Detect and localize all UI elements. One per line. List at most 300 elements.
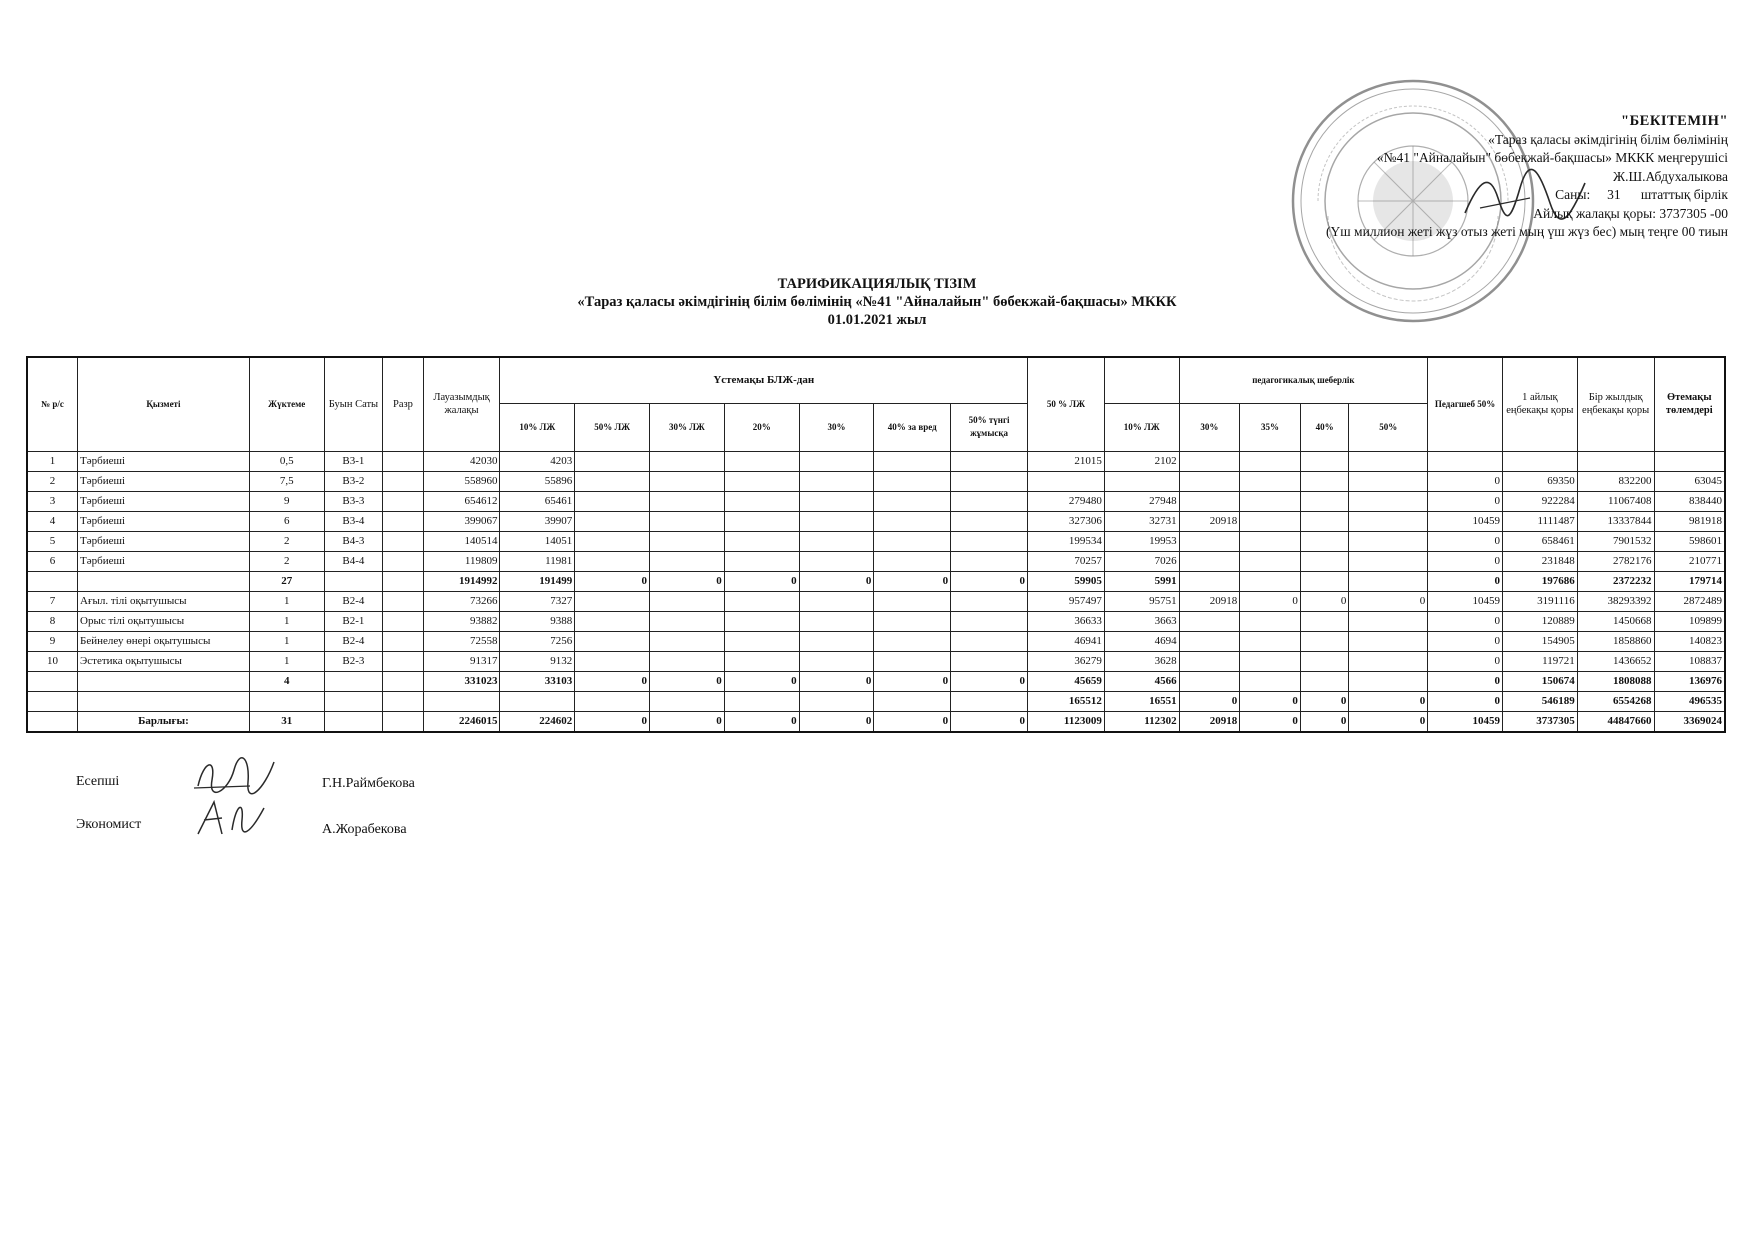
cell-s30 [1179, 611, 1240, 631]
cell-s30 [1179, 491, 1240, 511]
cell-b10: 11981 [500, 551, 575, 571]
cell-s35 [1240, 611, 1301, 631]
cell-salary: 654612 [423, 491, 500, 511]
cell-b10: 7256 [500, 631, 575, 651]
cell-year: 832200 [1577, 471, 1654, 491]
cell-b50n [951, 491, 1028, 511]
economist-signature [192, 794, 272, 840]
cell-year: 13337844 [1577, 511, 1654, 531]
cell-b30 [650, 471, 725, 491]
cell-no [27, 711, 78, 732]
cell-s30: 0 [1179, 691, 1240, 711]
cell-pos: Тәрбиеші [78, 471, 250, 491]
table-row [27, 491, 1725, 511]
cell-comp: 2872489 [1654, 591, 1725, 611]
cell-b50n [951, 471, 1028, 491]
cell-b40 [874, 531, 951, 551]
cell-b20 [724, 451, 799, 471]
cell-no: 10 [27, 651, 78, 671]
cell-b20 [724, 551, 799, 571]
cell-s40 [1300, 611, 1349, 631]
cell-b20 [724, 491, 799, 511]
cell-b10: 224602 [500, 711, 575, 732]
cell-load: 4 [249, 671, 324, 691]
cell-b40 [874, 511, 951, 531]
cell-b50 [575, 471, 650, 491]
approval-block [1168, 112, 1728, 242]
cell-s35 [1240, 571, 1301, 591]
approval-head-name: Ж.Ш.Абдухалыкова [1613, 168, 1728, 184]
cell-b30b [799, 611, 874, 631]
cell-load: 6 [249, 511, 324, 531]
cell-comp: 136976 [1654, 671, 1725, 691]
cell-b30 [650, 591, 725, 611]
cell-b40 [874, 491, 951, 511]
cell-b50n [951, 451, 1028, 471]
cell-half: 1123009 [1028, 711, 1105, 732]
cell-s50 [1349, 531, 1428, 551]
table-row [27, 531, 1725, 551]
cell-s40 [1300, 651, 1349, 671]
cell-b10: 39907 [500, 511, 575, 531]
cell-s40: 0 [1300, 591, 1349, 611]
cell-no [27, 691, 78, 711]
cell-b30 [650, 611, 725, 631]
cell-b10: 191499 [500, 571, 575, 591]
cell-ped: 10459 [1428, 711, 1503, 732]
cell-year: 1808088 [1577, 671, 1654, 691]
cell-p10: 3663 [1104, 611, 1179, 631]
cell-year: 1450668 [1577, 611, 1654, 631]
header-no: № р/с [27, 357, 78, 451]
cell-half: 957497 [1028, 591, 1105, 611]
cell-half: 165512 [1028, 691, 1105, 711]
cell-month: 150674 [1502, 671, 1577, 691]
cell-b30b [799, 551, 874, 571]
cell-b10: 33103 [500, 671, 575, 691]
cell-b30b [799, 591, 874, 611]
cell-p10: 19953 [1104, 531, 1179, 551]
cell-b40 [874, 651, 951, 671]
cell-load: 1 [249, 631, 324, 651]
cell-half: 70257 [1028, 551, 1105, 571]
cell-no: 2 [27, 471, 78, 491]
cell-half: 199534 [1028, 531, 1105, 551]
title-main: ТАРИФИКАЦИЯЛЫҚ ТІЗІМ [777, 276, 977, 292]
cell-b50 [575, 491, 650, 511]
cell-load [249, 691, 324, 711]
cell-b40 [874, 631, 951, 651]
cell-s40 [1300, 451, 1349, 471]
cell-pos: Тәрбиеші [78, 531, 250, 551]
cell-rank [383, 671, 423, 691]
cell-rank [383, 591, 423, 611]
cell-salary: 73266 [423, 591, 500, 611]
cell-b30b [799, 651, 874, 671]
cell-year: 2782176 [1577, 551, 1654, 571]
cell-comp: 108837 [1654, 651, 1725, 671]
staff-value: 31 [1607, 187, 1621, 202]
table-row [27, 671, 1725, 691]
cell-s50 [1349, 611, 1428, 631]
cell-comp: 496535 [1654, 691, 1725, 711]
cell-ped: 0 [1428, 671, 1503, 691]
cell-s50 [1349, 631, 1428, 651]
document-title [0, 275, 1754, 329]
table-row [27, 451, 1725, 471]
cell-pos: Эстетика оқытушысы [78, 651, 250, 671]
cell-s40 [1300, 511, 1349, 531]
table-row [27, 631, 1725, 651]
cell-b50n: 0 [951, 671, 1028, 691]
approval-fund-line: Айлық жалақы қоры: 3737305 -00 [1533, 205, 1728, 221]
cell-b50n: 0 [951, 711, 1028, 732]
cell-s30 [1179, 451, 1240, 471]
cell-b10: 9132 [500, 651, 575, 671]
cell-b10: 4203 [500, 451, 575, 471]
cell-salary: 93882 [423, 611, 500, 631]
cell-s35 [1240, 491, 1301, 511]
cell-rank [383, 491, 423, 511]
cell-ped: 10459 [1428, 511, 1503, 531]
economist-role: Экономист [76, 817, 142, 832]
cell-b40 [874, 691, 951, 711]
cell-s40 [1300, 571, 1349, 591]
header-pedagog: Педагшеб 50% [1428, 357, 1503, 451]
cell-b20: 0 [724, 571, 799, 591]
cell-b30 [650, 491, 725, 511]
cell-grade [324, 571, 383, 591]
cell-s40 [1300, 631, 1349, 651]
table-row [27, 471, 1725, 491]
cell-s40 [1300, 671, 1349, 691]
cell-year [1577, 451, 1654, 471]
header-position: Қызметі [78, 357, 250, 451]
table-row [27, 711, 1725, 732]
cell-rank [383, 611, 423, 631]
cell-b30: 0 [650, 571, 725, 591]
cell-b20: 0 [724, 711, 799, 732]
cell-comp: 598601 [1654, 531, 1725, 551]
cell-pos [78, 671, 250, 691]
cell-year: 2372232 [1577, 571, 1654, 591]
cell-grade [324, 711, 383, 732]
cell-b30 [650, 511, 725, 531]
cell-b10: 7327 [500, 591, 575, 611]
cell-grade: В2-4 [324, 631, 383, 651]
cell-s40: 0 [1300, 711, 1349, 732]
header-compensation: Өтемақы төлемдері [1654, 357, 1725, 451]
cell-s30 [1179, 571, 1240, 591]
approval-org-line: «Тараз қаласы әкімдігінің білім бөлімінің [1488, 131, 1728, 147]
cell-b20 [724, 651, 799, 671]
table-row [27, 591, 1725, 611]
cell-year: 6554268 [1577, 691, 1654, 711]
cell-pos: Тәрбиеші [78, 451, 250, 471]
accountant-name: Г.Н.Раймбекова [322, 776, 415, 791]
cell-s35 [1240, 471, 1301, 491]
cell-pos: Тәрбиеші [78, 491, 250, 511]
cell-year: 1858860 [1577, 631, 1654, 651]
header-month-fund: 1 айлық еңбекақы қоры [1502, 357, 1577, 451]
accountant-signature [190, 752, 280, 796]
cell-pos [78, 691, 250, 711]
cell-s50: 0 [1349, 691, 1428, 711]
cell-rank [383, 631, 423, 651]
cell-month: 231848 [1502, 551, 1577, 571]
cell-p10: 4694 [1104, 631, 1179, 651]
cell-no: 8 [27, 611, 78, 631]
cell-b50n [951, 631, 1028, 651]
cell-p10: 27948 [1104, 491, 1179, 511]
cell-b40 [874, 471, 951, 491]
table-row [27, 571, 1725, 591]
cell-s40 [1300, 491, 1349, 511]
cell-b50: 0 [575, 671, 650, 691]
cell-b20 [724, 511, 799, 531]
cell-b50: 0 [575, 571, 650, 591]
cell-salary: 1914992 [423, 571, 500, 591]
cell-month: 197686 [1502, 571, 1577, 591]
cell-pos: Орыс тілі оқытушысы [78, 611, 250, 631]
cell-salary: 140514 [423, 531, 500, 551]
cell-ped: 0 [1428, 531, 1503, 551]
cell-b30b [799, 471, 874, 491]
cell-b40: 0 [874, 671, 951, 691]
header-half: 50 % ЛЖ [1028, 357, 1105, 451]
cell-b50n [951, 611, 1028, 631]
cell-ped: 0 [1428, 631, 1503, 651]
cell-ped: 0 [1428, 691, 1503, 711]
cell-ped: 0 [1428, 611, 1503, 631]
cell-month: 546189 [1502, 691, 1577, 711]
cell-b30 [650, 631, 725, 651]
cell-b50 [575, 651, 650, 671]
cell-b50: 0 [575, 711, 650, 732]
cell-b50 [575, 451, 650, 471]
tariff-table [26, 356, 1726, 733]
cell-ped [1428, 451, 1503, 471]
cell-month: 69350 [1502, 471, 1577, 491]
header-b50: 50% ЛЖ [575, 403, 650, 451]
cell-s35: 0 [1240, 711, 1301, 732]
cell-s50 [1349, 651, 1428, 671]
cell-b30b [799, 631, 874, 651]
cell-b50 [575, 611, 650, 631]
cell-salary [423, 691, 500, 711]
cell-comp: 3369024 [1654, 711, 1725, 732]
cell-b40 [874, 551, 951, 571]
cell-b50n: 0 [951, 571, 1028, 591]
cell-b50n [951, 651, 1028, 671]
cell-b30: 0 [650, 671, 725, 691]
cell-s40 [1300, 551, 1349, 571]
cell-b30b: 0 [799, 671, 874, 691]
staff-unit: штаттық бірлік [1640, 187, 1728, 202]
cell-ped: 0 [1428, 571, 1503, 591]
cell-s35 [1240, 651, 1301, 671]
cell-b30 [650, 451, 725, 471]
cell-s50 [1349, 551, 1428, 571]
cell-rank [383, 511, 423, 531]
header-s35: 35% [1240, 403, 1301, 451]
cell-year: 38293392 [1577, 591, 1654, 611]
table-body [27, 451, 1725, 732]
cell-no: 4 [27, 511, 78, 531]
cell-ped: 0 [1428, 491, 1503, 511]
cell-b30b [799, 511, 874, 531]
cell-p10: 5991 [1104, 571, 1179, 591]
cell-s50 [1349, 471, 1428, 491]
cell-b30 [650, 551, 725, 571]
cell-half: 59905 [1028, 571, 1105, 591]
cell-salary: 331023 [423, 671, 500, 691]
cell-b30b [799, 451, 874, 471]
header-year-fund: Бір жылдық еңбекақы қоры [1577, 357, 1654, 451]
cell-rank [383, 451, 423, 471]
cell-comp: 179714 [1654, 571, 1725, 591]
cell-month: 922284 [1502, 491, 1577, 511]
cell-b30: 0 [650, 711, 725, 732]
cell-b50 [575, 551, 650, 571]
cell-b50 [575, 591, 650, 611]
cell-month [1502, 451, 1577, 471]
cell-s30 [1179, 551, 1240, 571]
cell-b50n [951, 531, 1028, 551]
cell-comp: 981918 [1654, 511, 1725, 531]
cell-p10: 32731 [1104, 511, 1179, 531]
cell-grade: В2-4 [324, 591, 383, 611]
cell-rank [383, 651, 423, 671]
cell-grade: В2-3 [324, 651, 383, 671]
cell-load: 1 [249, 611, 324, 631]
cell-comp: 63045 [1654, 471, 1725, 491]
header-s30: 30% [1179, 403, 1240, 451]
cell-b50n [951, 511, 1028, 531]
approval-head-line: «№41 "Айналайын" бөбекжай-бақшасы» МККК меңгерушісі [1376, 150, 1728, 165]
cell-p10: 2102 [1104, 451, 1179, 471]
cell-s50 [1349, 571, 1428, 591]
header-b10: 10% ЛЖ [500, 403, 575, 451]
cell-b20 [724, 611, 799, 631]
cell-s40: 0 [1300, 691, 1349, 711]
cell-b20 [724, 631, 799, 651]
header-ped-group: педагогикалық шеберлік [1179, 357, 1428, 403]
header-s40: 40% [1300, 403, 1349, 451]
cell-month: 119721 [1502, 651, 1577, 671]
cell-no: 6 [27, 551, 78, 571]
cell-load: 2 [249, 551, 324, 571]
cell-month: 658461 [1502, 531, 1577, 551]
cell-b20 [724, 471, 799, 491]
table-row [27, 611, 1725, 631]
cell-b30 [650, 691, 725, 711]
cell-b50 [575, 511, 650, 531]
cell-s50 [1349, 451, 1428, 471]
cell-half: 45659 [1028, 671, 1105, 691]
cell-load: 31 [249, 711, 324, 732]
cell-pos: Тәрбиеші [78, 551, 250, 571]
cell-salary: 91317 [423, 651, 500, 671]
cell-comp [1654, 451, 1725, 471]
cell-salary: 42030 [423, 451, 500, 471]
cell-b30b: 0 [799, 711, 874, 732]
cell-no: 3 [27, 491, 78, 511]
cell-s50 [1349, 491, 1428, 511]
cell-b10: 65461 [500, 491, 575, 511]
cell-load: 1 [249, 651, 324, 671]
header-load: Жүктеме [249, 357, 324, 451]
cell-p10: 7026 [1104, 551, 1179, 571]
cell-month: 3191116 [1502, 591, 1577, 611]
cell-s35: 0 [1240, 691, 1301, 711]
cell-s35 [1240, 451, 1301, 471]
cell-s30 [1179, 531, 1240, 551]
cell-p10: 16551 [1104, 691, 1179, 711]
cell-no: 1 [27, 451, 78, 471]
cell-salary: 72558 [423, 631, 500, 651]
cell-salary: 119809 [423, 551, 500, 571]
cell-s50: 0 [1349, 711, 1428, 732]
cell-pos: Ағыл. тілі оқытушысы [78, 591, 250, 611]
header-s50: 50% [1349, 403, 1428, 451]
approval-staff-count [1168, 186, 1728, 205]
cell-comp: 140823 [1654, 631, 1725, 651]
cell-ped: 0 [1428, 471, 1503, 491]
cell-rank [383, 531, 423, 551]
cell-load: 1 [249, 591, 324, 611]
cell-b10: 55896 [500, 471, 575, 491]
cell-half: 327306 [1028, 511, 1105, 531]
cell-grade: В2-1 [324, 611, 383, 631]
header-salary: Лауазымдық жалақы [423, 357, 500, 451]
cell-s30: 20918 [1179, 511, 1240, 531]
cell-year: 44847660 [1577, 711, 1654, 732]
cell-month: 154905 [1502, 631, 1577, 651]
cell-half: 36633 [1028, 611, 1105, 631]
cell-grade [324, 691, 383, 711]
cell-grade: В4-3 [324, 531, 383, 551]
cell-s35: 0 [1240, 591, 1301, 611]
cell-load: 0,5 [249, 451, 324, 471]
cell-s50 [1349, 671, 1428, 691]
staff-label: Саны: [1555, 187, 1591, 202]
cell-b40 [874, 591, 951, 611]
cell-s50 [1349, 511, 1428, 531]
cell-year: 11067408 [1577, 491, 1654, 511]
cell-salary: 558960 [423, 471, 500, 491]
cell-s30 [1179, 471, 1240, 491]
cell-load: 7,5 [249, 471, 324, 491]
cell-b20 [724, 591, 799, 611]
cell-no: 5 [27, 531, 78, 551]
cell-b50n [951, 551, 1028, 571]
cell-rank [383, 711, 423, 732]
cell-b10: 14051 [500, 531, 575, 551]
cell-ped: 0 [1428, 651, 1503, 671]
cell-salary: 399067 [423, 511, 500, 531]
cell-b40 [874, 611, 951, 631]
cell-s30 [1179, 671, 1240, 691]
cell-b30b [799, 531, 874, 551]
cell-comp: 109899 [1654, 611, 1725, 631]
cell-half [1028, 471, 1105, 491]
header-grade: Буын Саты [324, 357, 383, 451]
cell-comp: 838440 [1654, 491, 1725, 511]
title-organization: «Тараз қаласы әкімдігінің білім бөлімінің «№41 "Айналайын" бөбекжай-бақшасы» МККК [577, 294, 1177, 310]
cell-rank [383, 571, 423, 591]
cell-pos: Бейнелеу өнері оқытушысы [78, 631, 250, 651]
